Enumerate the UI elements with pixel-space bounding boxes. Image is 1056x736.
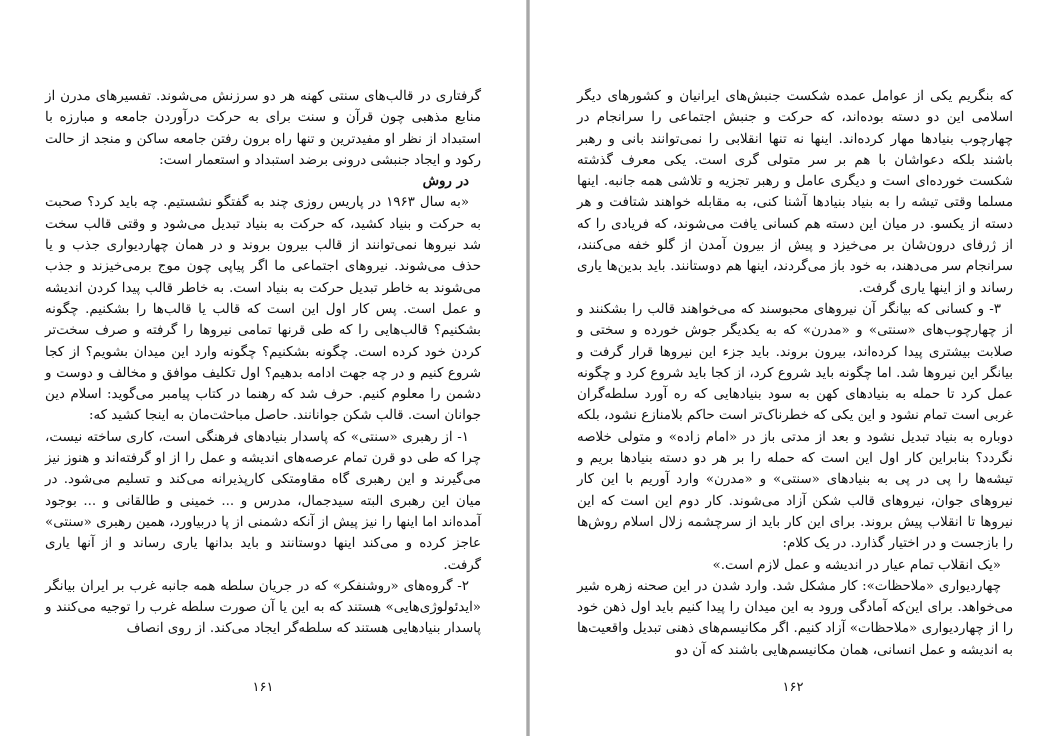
paragraph: گرفتاری در قالب‌های سنتی کهنه هر دو سرزنش می‌شوند. تفسیرهای مدرن از منابع مذهبی چون قرآن و سنت برای به حرکت درآوردن جامعه و مبارزه با استبداد از نظر او مفیدترین و تنها راه برون رفتن جامعه ساکن و منجد از حالت رکود و ایجاد جنبشی درونی برضد استبداد و استعمار است: xyxy=(45,89,481,168)
paragraph: که بنگریم یکی از عوامل عمده شکست جنبش‌های ایرانیان و کشورهای دیگر اسلامی این دو دسته بوده‌اند، که حرکت و جنبش اجتماعی را سرانجام در چهارچوب بنیادها مهار کرده‌اند. اینها نه تنها انقلابی را نمی‌توانند بانی و رهبر باشند بلکه دعواشان با هم بر سر متولی گری است. یکی معرف گذشته شکست خورده‌ای است و دیگری عامل و رهبر تجزیه و تلاشی همه جانبه. اینها مسلما وقتی تیشه را به بنیاد بنیادها آشنا کنی، به مقابله خواهند شتافت و هر دسته از یکسو. در میان این دسته هم کسانی یافت می‌شوند، که فریادی را که از ژرفای درون‌شان بر می‌خیزد و پیش از بیرون آمدن از گلو خفه می‌کنند، سرانجام سر می‌دهند، به خود باز می‌گردند، اینها هم دوستانند. باید بدین‌ها یاری رساند و از اینها یاری گرفت. xyxy=(577,89,1013,296)
left-page xyxy=(0,0,526,736)
paragraph: ۱- از رهبری «سنتی» که پاسدار بنیادهای فرهنگی است، کاری ساخته نیست، چرا که طی دو قرن تمام عرصه‌های اندیشه و عمل را از او گرفته‌اند و هنوز نیز می‌گیرند و این رهبری گاه مقاومتکی کارپذیرانه می‌کند و تسلیم می‌شود. در میان این رهبری البته سیدجمال، مدرس و ... خمینی و طالقانی و ... بوجود آمده‌اند اما اینها را نیز پیش از آنکه دشمنی از پا دربیاورد، همین رهبری «سنتی» عاجز کرده و می‌کند اینها دوستانند و باید بدانها یاری رساند و از آنها یاری گرفت. xyxy=(45,429,481,573)
right-page xyxy=(530,0,1056,736)
right-page-text xyxy=(577,86,1013,661)
paragraph: ۳- و کسانی که بیانگر آن نیروهای محبوسند که می‌خواهند قالب را بشکنند و از چهارچوب‌های «سنتی» و «مدرن» که به یکدیگر جوش خورده و سختی و صلابت بیشتری پیدا کرده‌اند، بیرون بروند. باید جزء این نیروها قرار گرفت و بیانگر این نیروها شد. اما چگونه باید شروع کرد، از کجا باید شروع کرد و چگونه عمل کرد تا حمله به بنیادهای کهن به سود بنیادهایی که ره آورد سلطه‌گران غربی است تمام نشود و این یکی که خطرناک‌تر است حاکم بلامنازع نشود، بلکه دوباره به بنیاد تبدیل نشود و بعد از مدتی باز در «امام زاده» و متولی خلاصه نگردد؟ بنابراین کار اول این است که حمله را بر هر دو دسته بنیادها بریم و تیشه‌ها را پی در پی به بنیادهای «سنتی» و «مدرن» وارد آوریم با این کار نیروهای جوان، نیروهای قالب شکن آزاد می‌شوند. کار دوم این است که این نیروها تا انقلاب پیش بروند. برای این کار باید از سرچشمه زلال اسلام روش‌ها را بازجست و در اختیار گذارد. در یک کلام: xyxy=(577,301,1013,552)
paragraph: چهاردیواری «ملاحظات»: کار مشکل شد. وارد شدن در این صحنه زهره شیر می‌خواهد. برای این‌که آمادگی ورود به این میدان را پیدا کنیم باید اول ذهن خود را از چهاردیواری «ملاحظات» آزاد کنیم. اگر مکانیسم‌های ذهنی تبدیل واقعیت‌ها به اندیشه و عمل انسانی، همان مکانیسم‌هایی باشند که آن دو xyxy=(577,578,1013,658)
quote-line: «یک انقلاب تمام عیار در اندیشه و عمل لازم است.» xyxy=(712,557,1001,573)
left-page-text xyxy=(45,86,481,640)
paragraph: «به سال ۱۹۶۳ در پاریس روزی چند به گفتگو نشستیم. چه باید کرد؟ صحبت به حرکت و بنیاد کشید، که حرکت به بنیاد تبدیل می‌شود و وقتی قالب سخت شد نیروها نمی‌توانند از قالب بیرون بروند و در همان چهاردیواری جذب و یا حذف می‌شوند. نیروهای اجتماعی ما اگر پیاپی چون موج برمی‌خیزند و جذب می‌شوند به خاطر تبدیل حرکت به بنیاد است. به خاطر قالب پیدا کردن اندیشه و عمل است. پس کار اول این است که قالب یا قالب‌ها را بشکنیم. چگونه بشکنیم؟ قالب‌هایی را که طی قرنها تمامی نیروها را گرفته و صرف سخت‌تر کردن خود کرده است. چگونه بشکنیم؟ چگونه وارد این میدان بشویم؟ از کجا شروع کنیم و در چه جهت ادامه بدهیم؟ اول تکلیف موافق و مخالف و دوست و دشمن را معلوم کنیم. حرف شد که رهنما در کتاب پیامبر می‌گوید: اسلام دین جوانان است. قالب شکن جوانانند. حاصل مباحثت‌مان به اینجا کشید که: xyxy=(45,195,481,424)
section-heading: در روش xyxy=(422,173,469,190)
paragraph: ۲- گروه‌های «روشنفکر» که در جریان سلطه همه جانبه غرب بر ایران بیانگر «ایدئولوژی‌هایی» هستند که به این یا آن صورت سلطه غرب را توجیه می‌کنند و پاسدار بنیادهایی هستند که سلطه‌گر ایجاد می‌کند. از روی انصاف xyxy=(45,578,481,637)
page-number: ۱۶۲ xyxy=(782,680,804,695)
book-spine xyxy=(526,0,530,736)
page-number: ۱۶۱ xyxy=(252,680,274,695)
